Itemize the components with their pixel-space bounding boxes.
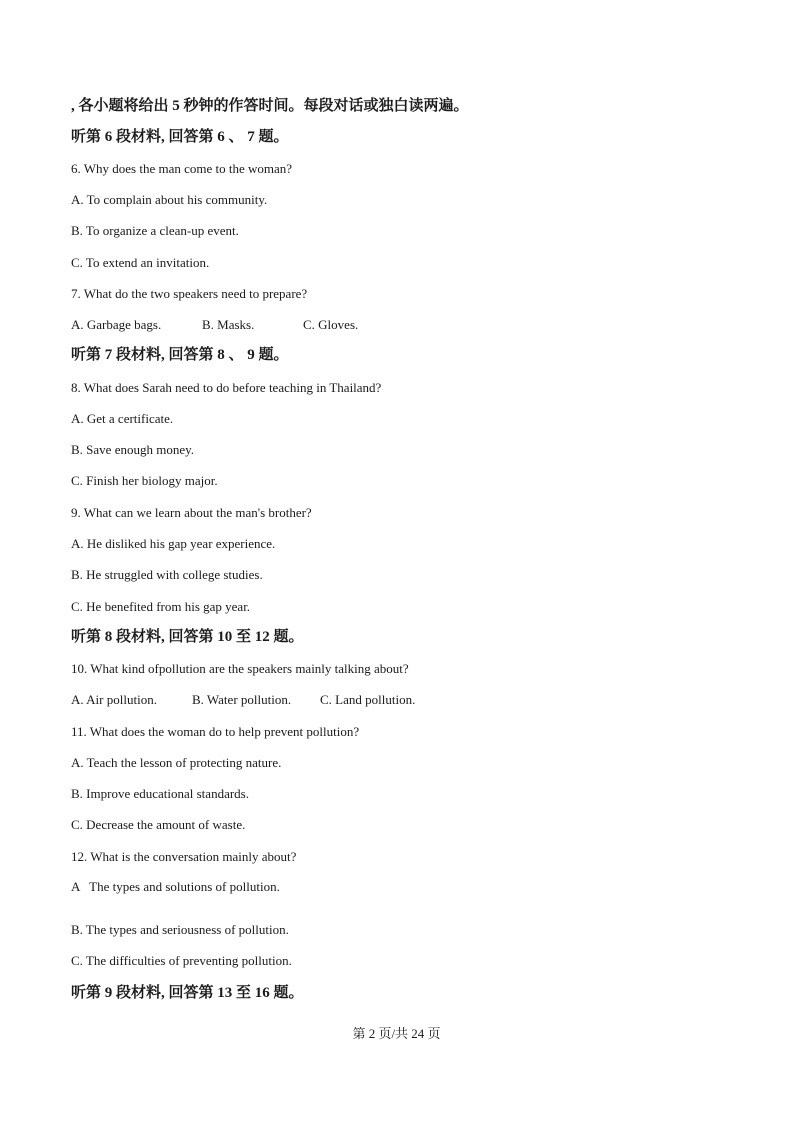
question-11-option-b: B. Improve educational standards.	[71, 786, 249, 801]
question-7-option-b: B. Masks.	[202, 317, 255, 332]
section-heading-6: 听第 6 段材料, 回答第 6 、 7 题。	[71, 129, 289, 145]
question-10-option-a: A. Air pollution.	[71, 692, 157, 707]
question-11: 11. What does the woman do to help prevent pollution?	[71, 724, 360, 739]
question-7-option-a: A. Garbage bags.	[71, 317, 162, 332]
question-10-option-c: C. Land pollution.	[320, 692, 416, 707]
question-9-option-a: A. He disliked his gap year experience.	[71, 536, 276, 551]
question-10: 10. What kind ofpollution are the speakers mainly talking about?	[71, 661, 409, 676]
instruction-text: , 各小题将给出 5 秒钟的作答时间。每段对话或独白读两遍。	[71, 98, 469, 114]
question-9-option-c: C. He benefited from his gap year.	[71, 599, 251, 614]
question-8-option-b: B. Save enough money.	[71, 442, 194, 457]
question-9-option-b: B. He struggled with college studies.	[71, 567, 263, 582]
section-heading-9: 听第 9 段材料, 回答第 13 至 16 题。	[71, 985, 304, 1001]
question-11-option-c: C. Decrease the amount of waste.	[71, 817, 246, 832]
question-12: 12. What is the conversation mainly about?	[71, 849, 297, 864]
question-12-option-c: C. The difficulties of preventing pollution.	[71, 953, 292, 968]
section-heading-8: 听第 8 段材料, 回答第 10 至 12 题。	[71, 629, 304, 645]
question-9: 9. What can we learn about the man's brother?	[71, 505, 312, 520]
question-7-option-c: C. Gloves.	[303, 317, 359, 332]
question-10-options	[71, 692, 415, 708]
question-8: 8. What does Sarah need to do before teaching in Thailand?	[71, 380, 382, 395]
question-7: 7. What do the two speakers need to prepare?	[71, 286, 308, 301]
question-12-option-a: A The types and solutions of pollution.	[71, 879, 280, 894]
page-number: 第 2 页/共 24 页	[352, 1026, 441, 1041]
question-11-option-a: A. Teach the lesson of protecting nature.	[71, 755, 282, 770]
question-10-option-b: B. Water pollution.	[192, 692, 292, 707]
question-6-option-c: C. To extend an invitation.	[71, 255, 210, 270]
question-6-option-b: B. To organize a clean-up event.	[71, 223, 239, 238]
section-heading-7: 听第 7 段材料, 回答第 8 、 9 题。	[71, 347, 289, 363]
question-12-option-b: B. The types and seriousness of pollution.	[71, 922, 289, 937]
question-8-option-c: C. Finish her biology major.	[71, 473, 218, 488]
question-7-options	[71, 317, 358, 333]
question-6: 6. Why does the man come to the woman?	[71, 161, 293, 176]
question-8-option-a: A. Get a certificate.	[71, 411, 174, 426]
question-6-option-a: A. To complain about his community.	[71, 192, 268, 207]
